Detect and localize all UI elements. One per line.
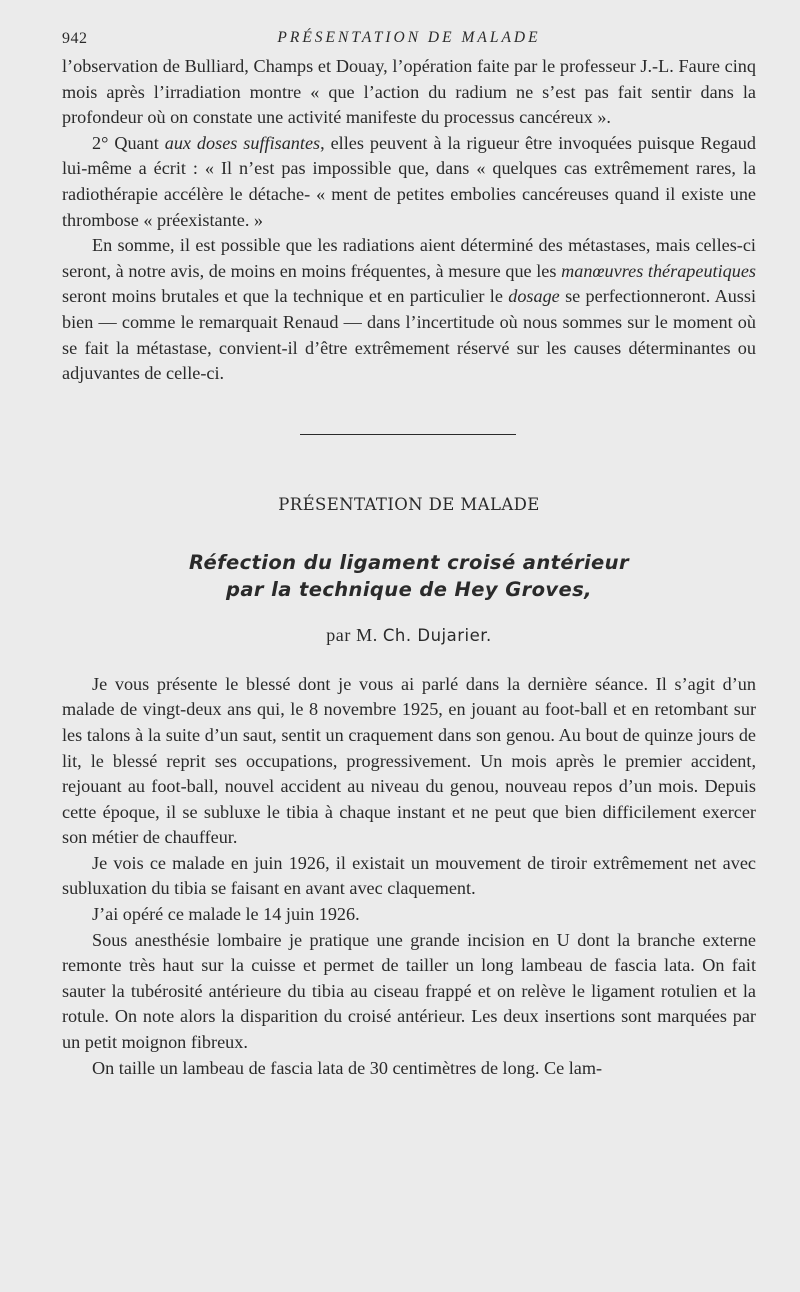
italic-run: dosage — [508, 286, 560, 307]
paragraph: On taille un lambeau de fascia lata de 30 centimètres de long. Ce lam- — [92, 1057, 603, 1078]
paragraph: J’ai opéré ce malade le 14 juin 1926. — [92, 904, 360, 925]
running-title: PRÉSENTATION DE MALADE — [277, 29, 541, 46]
paragraph: Je vous présente le blessé dont je vous ai parlé dans la dernière séance. Il s’agit d’un malade de vingt-deux ans qui, le 8 novembre 1925, en jouant au foot-ball et en retombant sur les talons à la suite d’un saut, sentit un craquement dans son genou. Au bout de quinze jours de lit, le blessé reprit ses occupations, progressivement. Un mois après le premier accident, rejouant au foot-ball, nouvel accident au niveau du genou, nouveau repos d’un mois. Depuis cette époque, il se subluxe le tibia à chaque instant et ne peut que bien difficilement exercer son métier de chauffeur. — [62, 673, 756, 848]
italic-run: manœuvres thérapeutiques — [561, 260, 756, 281]
page-number: 942 — [62, 30, 88, 47]
paragraph: Sous anesthésie lombaire je pratique une grande incision en U dont la branche externe remonte très haut sur la cuisse et permet de tailler un long lambeau de fascia lata. On fait sauter la tubérosité antérieure du tibia au ciseau frappé et on relève le ligament rotulien et la rotule. On note alors la disparition du croisé antérieur. Les deux insertions sont marquées par un petit moignon fibreux. — [62, 929, 756, 1053]
section-divider — [300, 434, 516, 435]
text-run: seront moins brutales et que la technique et en particulier le — [62, 286, 509, 307]
article-title-line: par la technique de Hey Groves, — [226, 577, 592, 601]
text-run: 2° Quant — [92, 132, 165, 153]
article-title-line: Réfection du ligament croisé antérieur — [189, 550, 629, 574]
paragraph-conclusion — [62, 233, 756, 387]
text-run: , elles peuvent à la rigueur être invoquées puisque Regaud lui-même a écrit : « Il n’est pas impossible que, dans « quelques cas extrêmement rares, la radiothérapie accélère le détache- « ment de petites embolies cancéreuses quand il existe une thrombose « préexistante. » — [62, 132, 756, 230]
running-head — [62, 24, 756, 54]
paragraph-doses — [62, 131, 756, 233]
byline-prefix: par M. — [326, 624, 383, 645]
author-name: Ch. Dujarier. — [382, 625, 492, 645]
text-run: se perfectionneront. Aussi bien — comme le remarquait Renaud — dans l’incertitude où nous sommes sur le moment où se fait la métastase, convient-il d’être extrêmement réservé sur les causes déterminantes ou adjuvantes de celle-ci. — [62, 286, 757, 384]
paragraph: Je vois ce malade en juin 1926, il existait un mouvement de tiroir extrêmement net avec subluxation du tibia se faisant en avant avec claquement. — [62, 852, 756, 899]
section-title: PRÉSENTATION DE MALADE — [278, 494, 540, 514]
text-run: En somme, il est possible que les radiations aient déterminé des métastases, mais celles-ci seront, à notre avis, de moins en moins fréquentes, à mesure que les — [62, 235, 756, 281]
article-body — [62, 672, 756, 1082]
italic-run: aux doses suffisantes — [164, 132, 321, 153]
byline — [62, 625, 756, 646]
paragraph-continued: l’observation de Bulliard, Champs et Douay, l’opération faite par le professeur J.-L. Faure cinq mois après l’irradiation montre « que l’action du radium ne s’est pas fait sentir dans la profondeur où on constate une activité manifeste du processus cancéreux ». — [62, 56, 756, 128]
article-title — [62, 549, 756, 603]
previous-article-text — [62, 54, 756, 387]
